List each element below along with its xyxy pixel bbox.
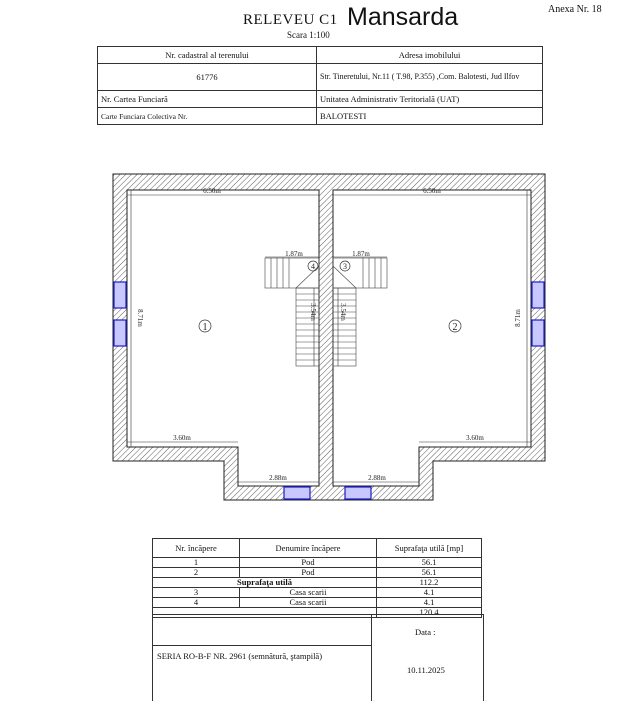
- uat-label: Unitatea Administrativ Teritorială (UAT): [317, 91, 543, 108]
- dim-bottom-left: 3.60m: [173, 434, 191, 442]
- room-number-2: 2: [452, 322, 458, 333]
- document-title: RELEVEU C1: [243, 12, 338, 28]
- room-nr: 3: [153, 588, 240, 598]
- cadastral-value: 61776: [98, 64, 317, 91]
- header-room-number: Nr. încăpere: [153, 539, 240, 558]
- table-row: [153, 568, 482, 578]
- dim-top-left: 6.50m: [203, 187, 221, 195]
- useful-area-total: 112.2: [377, 578, 482, 588]
- dim-stair-left: 1.87m: [285, 250, 303, 258]
- signature-block: [152, 614, 484, 701]
- room-number-4: 4: [311, 262, 315, 271]
- room-name: Pod: [240, 568, 377, 578]
- room-name: Casa scarii: [240, 588, 377, 598]
- rooms-table: [152, 538, 482, 618]
- useful-area-label: Suprafaţa utilă: [153, 578, 377, 588]
- table-row: [153, 588, 482, 598]
- address-label: Adresa imobilului: [317, 47, 543, 64]
- annex-number: Anexa Nr. 18: [548, 4, 602, 15]
- outer-wall: [113, 174, 545, 500]
- header-room-name: Denumire încăpere: [240, 539, 377, 558]
- table-row: [153, 598, 482, 608]
- room-area: 56.1: [377, 558, 482, 568]
- room-number-3: 3: [343, 262, 347, 271]
- dim-bottom-right: 3.60m: [466, 434, 484, 442]
- room-nr: 4: [153, 598, 240, 608]
- cadastral-label: Nr. cadastral al terenului: [98, 47, 317, 64]
- room-name: Casa scarii: [240, 598, 377, 608]
- grand-total: 120.4: [377, 608, 482, 618]
- dim-notch-right: 2.88m: [368, 474, 386, 482]
- header-room-area: Suprafaţa utilă [mp]: [377, 539, 482, 558]
- dim-stair-h-left: 3.54m: [309, 303, 317, 321]
- uat-value: BALOTESTI: [317, 108, 543, 125]
- room-area: 4.1: [377, 588, 482, 598]
- date-value: 10.11.2025: [407, 665, 445, 675]
- collective-book-label: Carte Funciara Colectiva Nr.: [98, 108, 317, 125]
- dim-height-right: 8.71m: [514, 309, 522, 327]
- table-row: [153, 558, 482, 568]
- room-name: Pod: [240, 558, 377, 568]
- room-area: 56.1: [377, 568, 482, 578]
- floor-title: Mansarda: [347, 3, 459, 31]
- room-area: 4.1: [377, 598, 482, 608]
- dim-notch-left: 2.88m: [269, 474, 287, 482]
- useful-area-row: [153, 578, 482, 588]
- room-number-1: 1: [202, 322, 208, 333]
- dim-height-left: 8.71m: [136, 309, 144, 327]
- land-book-label: Nr. Cartea Funciară: [98, 91, 317, 108]
- dim-top-right: 6.50m: [423, 187, 441, 195]
- date-label: Data :: [415, 627, 436, 637]
- scale-label: Scara 1:100: [287, 30, 330, 40]
- dim-stair-h-right: 3.54m: [339, 303, 347, 321]
- address-value: Str. Tineretului, Nr.11 ( T.98, P.355) ,Com. Balotesti, Jud Ilfov: [317, 64, 543, 91]
- dim-stair-right: 1.87m: [352, 250, 370, 258]
- seria-text: SERIA RO-B-F NR. 2961 (semnătură, ştampilă): [157, 651, 323, 661]
- room-nr: 1: [153, 558, 240, 568]
- room-nr: 2: [153, 568, 240, 578]
